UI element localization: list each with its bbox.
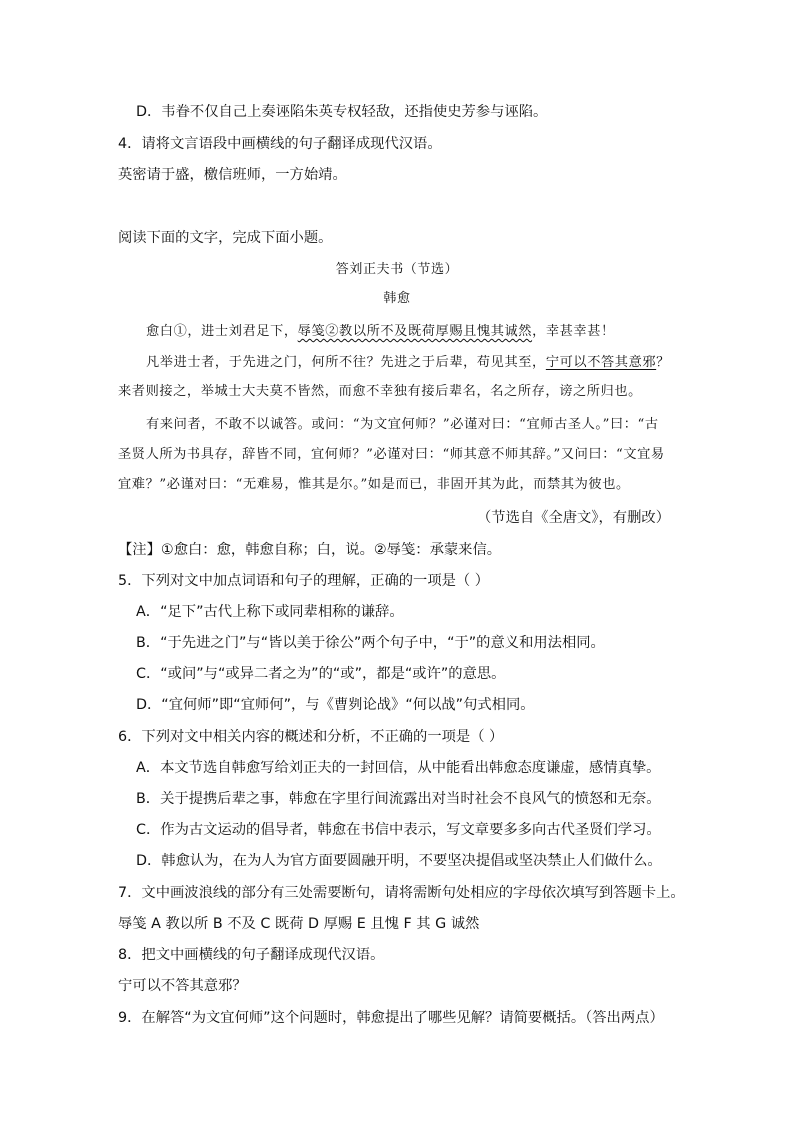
- q4-prompt: 4．请将文言语段中画横线的句子翻译成现代汉语。: [118, 136, 442, 152]
- q5-option-a: A．“足下”古代上称下或同辈相称的谦辞。: [136, 604, 404, 620]
- q8-prompt: 8．把文中画横线的句子翻译成现代汉语。: [118, 947, 385, 963]
- q8-sentence: 宁可以不答其意邪？: [118, 978, 247, 994]
- passage-author: 韩愈: [383, 291, 411, 306]
- passage-paragraph-1: [146, 322, 615, 342]
- q5-option-b: B．“于先进之门”与“皆以美于徐公”两个句子中，“于”的意义和用法相同。: [136, 635, 605, 651]
- passage-title: 答刘正夫书（节选）: [335, 262, 459, 277]
- p2-end: ？: [656, 355, 670, 370]
- p2-start: 凡举进士者，于先进之门，何所不往？先进之于后辈，苟见其至，: [146, 355, 546, 370]
- q6-prompt: 6．下列对文中相关内容的概述和分析，不正确的一项是（ ）: [118, 729, 504, 745]
- reading-intro: 阅读下面的文字，完成下面小题。: [118, 230, 333, 246]
- wavy-underlined-sentence: 辱笺②教以所不及既荷厚赐且愧其诚然: [297, 324, 533, 339]
- q6-option-a: A．本文节选自韩愈写给刘正夫的一封回信，从中能看出韩愈态度谦虚，感情真挚。: [136, 760, 661, 776]
- q7-prompt: 7．文中画波浪线的部分有三处需要断句，请将需断句处相应的字母依次填写到答题卡上。: [118, 885, 685, 901]
- q5-prompt: 5．下列对文中加点词语和句子的理解，正确的一项是（ ）: [118, 573, 490, 589]
- underlined-sentence: 宁可以不答其意邪: [545, 355, 657, 370]
- p1-start: 愈白①，进士刘君足下，: [146, 324, 298, 339]
- q6-option-b: B．关于提携后辈之事，韩愈在字里行间流露出对当时社会不良风气的愤怒和无奈。: [136, 791, 661, 807]
- q4-sentence: 英密请于盛，檄信班师，一方始靖。: [118, 167, 347, 183]
- annotation-note: 【注】①愈白：愈，韩愈自称；白，说。②辱笺：承蒙来信。: [118, 542, 502, 558]
- passage-paragraph-3: 有来问者，不敢不以诚答。或问：“为文宜何师？”必谨对曰：“宜师古圣人。”曰：“古: [146, 417, 659, 432]
- passage-paragraph-3-cont2: 宜难？”必谨对曰：“无难易，惟其是尔。”如是而已，非固开其为此，而禁其为彼也。: [118, 477, 630, 492]
- q5-option-d: D．“宜何师”即“宜师何”，与《曹刿论战》“何以战”句式相同。: [136, 697, 535, 713]
- q9-prompt: 9．在解答“为文宜何师”这个问题时，韩愈提出了哪些见解？请简要概括。（答出两点）: [118, 1010, 664, 1026]
- p1-end: ，幸甚幸甚！: [532, 324, 615, 339]
- q6-option-d: D．韩愈认为，在为人为官方面要圆融开明，不要坚决提倡或坚决禁止人们做什么。: [136, 853, 662, 869]
- q5-option-c: C．“或问”与“或异二者之为”的“或”，都是“或许”的意思。: [136, 666, 506, 682]
- q6-option-c: C．作为古文运动的倡导者，韩愈在书信中表示，写文章要多多向古代圣贤们学习。: [136, 822, 661, 838]
- passage-paragraph-3-cont1: 圣贤人所为书具存，辞皆不同，宜何师？”必谨对曰：“师其意不师其辞。”又问曰：“文宜易: [118, 447, 665, 462]
- q7-sentence: 辱笺 A 教以所 B 不及 C 既荷 D 厚赐 E 且愧 F 其 G 诚然: [118, 916, 480, 932]
- passage-paragraph-2-cont: 来者则接之，举城士大夫莫不皆然，而愈不幸独有接后辈名，名之所存，谤之所归也。: [118, 384, 642, 399]
- q3-option-d: D．韦眷不仅自己上奏诬陷朱英专权轻敌，还指使史芳参与诬陷。: [136, 104, 548, 120]
- passage-paragraph-2: [146, 353, 670, 373]
- passage-source: （节选自《全唐文》，有删改）: [476, 510, 670, 526]
